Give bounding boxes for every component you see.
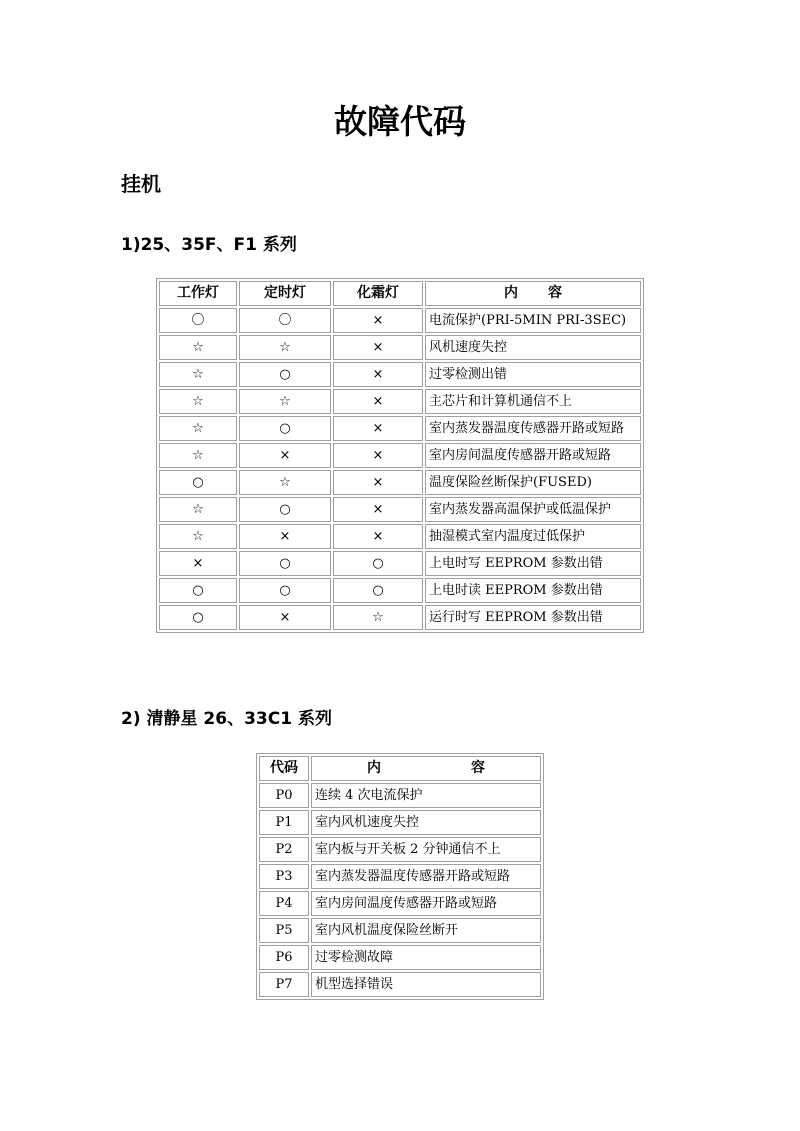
table-row — [159, 551, 641, 576]
timer-light-cell: ○ — [239, 551, 331, 576]
defrost-light-cell: ○ — [333, 578, 423, 603]
work-light-cell: ☆ — [159, 389, 237, 414]
table-row — [259, 783, 541, 808]
content-cell: 室内蒸发器温度传感器开路或短路 — [425, 416, 641, 441]
table-row — [259, 945, 541, 970]
timer-light-cell: 〇 — [239, 308, 331, 333]
table-row — [259, 810, 541, 835]
content-cell: 室内房间温度传感器开路或短路 — [311, 891, 541, 916]
content-cell: 室内风机速度失控 — [311, 810, 541, 835]
table-row — [159, 362, 641, 387]
defrost-light-cell: × — [333, 443, 423, 468]
code-cell: P5 — [259, 918, 309, 943]
work-light-cell: 〇 — [159, 308, 237, 333]
content-cell: 室内蒸发器高温保护或低温保护 — [425, 497, 641, 522]
code-cell: P4 — [259, 891, 309, 916]
timer-light-cell: ☆ — [239, 470, 331, 495]
header-timer-light: 定时灯 — [239, 281, 331, 306]
timer-light-cell: ○ — [239, 578, 331, 603]
table-row — [159, 470, 641, 495]
code-cell: P3 — [259, 864, 309, 889]
work-light-cell: ☆ — [159, 443, 237, 468]
header-content — [311, 756, 541, 781]
content-cell: 室内蒸发器温度传感器开路或短路 — [311, 864, 541, 889]
content-cell: 运行时写 EEPROM 参数出错 — [425, 605, 641, 630]
header-content — [425, 281, 641, 306]
content-cell: 连续 4 次电流保护 — [311, 783, 541, 808]
work-light-cell: ☆ — [159, 362, 237, 387]
content-cell: 机型选择错误 — [311, 972, 541, 997]
table-row — [159, 524, 641, 549]
content-cell: 上电时写 EEPROM 参数出错 — [425, 551, 641, 576]
defrost-light-cell: × — [333, 497, 423, 522]
content-cell: 室内板与开关板 2 分钟通信不上 — [311, 837, 541, 862]
content-cell: 过零检测出错 — [425, 362, 641, 387]
fault-table-2 — [256, 753, 544, 1000]
defrost-light-cell: × — [333, 524, 423, 549]
content-cell: 室内风机温度保险丝断开 — [311, 918, 541, 943]
page-title: 故障代码 — [334, 102, 466, 141]
table1-heading: 1)25、35F、F1 系列 — [121, 235, 297, 255]
table-row — [259, 864, 541, 889]
timer-light-cell: ○ — [239, 416, 331, 441]
timer-light-cell: ☆ — [239, 335, 331, 360]
work-light-cell: ☆ — [159, 335, 237, 360]
timer-light-cell: × — [239, 605, 331, 630]
table-row — [159, 443, 641, 468]
table-row — [259, 972, 541, 997]
table-row — [159, 335, 641, 360]
work-light-cell: ☆ — [159, 524, 237, 549]
header-content-part2: 容 — [548, 285, 562, 301]
header-code: 代码 — [259, 756, 309, 781]
code-cell: P0 — [259, 783, 309, 808]
work-light-cell: × — [159, 551, 237, 576]
header-defrost-light: 化霜灯 — [333, 281, 423, 306]
content-cell: 风机速度失控 — [425, 335, 641, 360]
section-heading: 挂机 — [121, 172, 161, 196]
header-content-part1: 内 — [504, 285, 518, 301]
header-work-light: 工作灯 — [159, 281, 237, 306]
table-header-row — [159, 281, 641, 306]
defrost-light-cell: × — [333, 362, 423, 387]
defrost-light-cell: × — [333, 308, 423, 333]
table2-heading: 2) 清静星 26、33C1 系列 — [121, 709, 332, 729]
table-row — [259, 918, 541, 943]
content-cell: 上电时读 EEPROM 参数出错 — [425, 578, 641, 603]
table-row — [159, 497, 641, 522]
header-content-part1: 内 — [367, 760, 381, 776]
fault-table-1 — [156, 278, 644, 633]
work-light-cell: ○ — [159, 605, 237, 630]
defrost-light-cell: × — [333, 416, 423, 441]
content-cell: 抽湿模式室内温度过低保护 — [425, 524, 641, 549]
timer-light-cell: × — [239, 443, 331, 468]
content-cell: 电流保护(PRI-5MIN PRI-3SEC) — [425, 308, 641, 333]
table-row — [159, 308, 641, 333]
table-row — [259, 837, 541, 862]
content-cell: 室内房间温度传感器开路或短路 — [425, 443, 641, 468]
work-light-cell: ☆ — [159, 416, 237, 441]
timer-light-cell: ☆ — [239, 389, 331, 414]
table-header-row — [259, 756, 541, 781]
content-cell: 温度保险丝断保护(FUSED) — [425, 470, 641, 495]
content-cell: 过零检测故障 — [311, 945, 541, 970]
timer-light-cell: ○ — [239, 362, 331, 387]
table-row — [159, 578, 641, 603]
content-cell: 主芯片和计算机通信不上 — [425, 389, 641, 414]
work-light-cell: ○ — [159, 470, 237, 495]
defrost-light-cell: × — [333, 470, 423, 495]
timer-light-cell: ○ — [239, 497, 331, 522]
code-cell: P2 — [259, 837, 309, 862]
table-row — [259, 891, 541, 916]
code-cell: P1 — [259, 810, 309, 835]
table-row — [159, 389, 641, 414]
defrost-light-cell: ○ — [333, 551, 423, 576]
defrost-light-cell: ☆ — [333, 605, 423, 630]
defrost-light-cell: × — [333, 389, 423, 414]
work-light-cell: ☆ — [159, 497, 237, 522]
table-row — [159, 416, 641, 441]
work-light-cell: ○ — [159, 578, 237, 603]
code-cell: P7 — [259, 972, 309, 997]
table-row — [159, 605, 641, 630]
header-content-part2: 容 — [471, 760, 485, 776]
code-cell: P6 — [259, 945, 309, 970]
defrost-light-cell: × — [333, 335, 423, 360]
timer-light-cell: × — [239, 524, 331, 549]
